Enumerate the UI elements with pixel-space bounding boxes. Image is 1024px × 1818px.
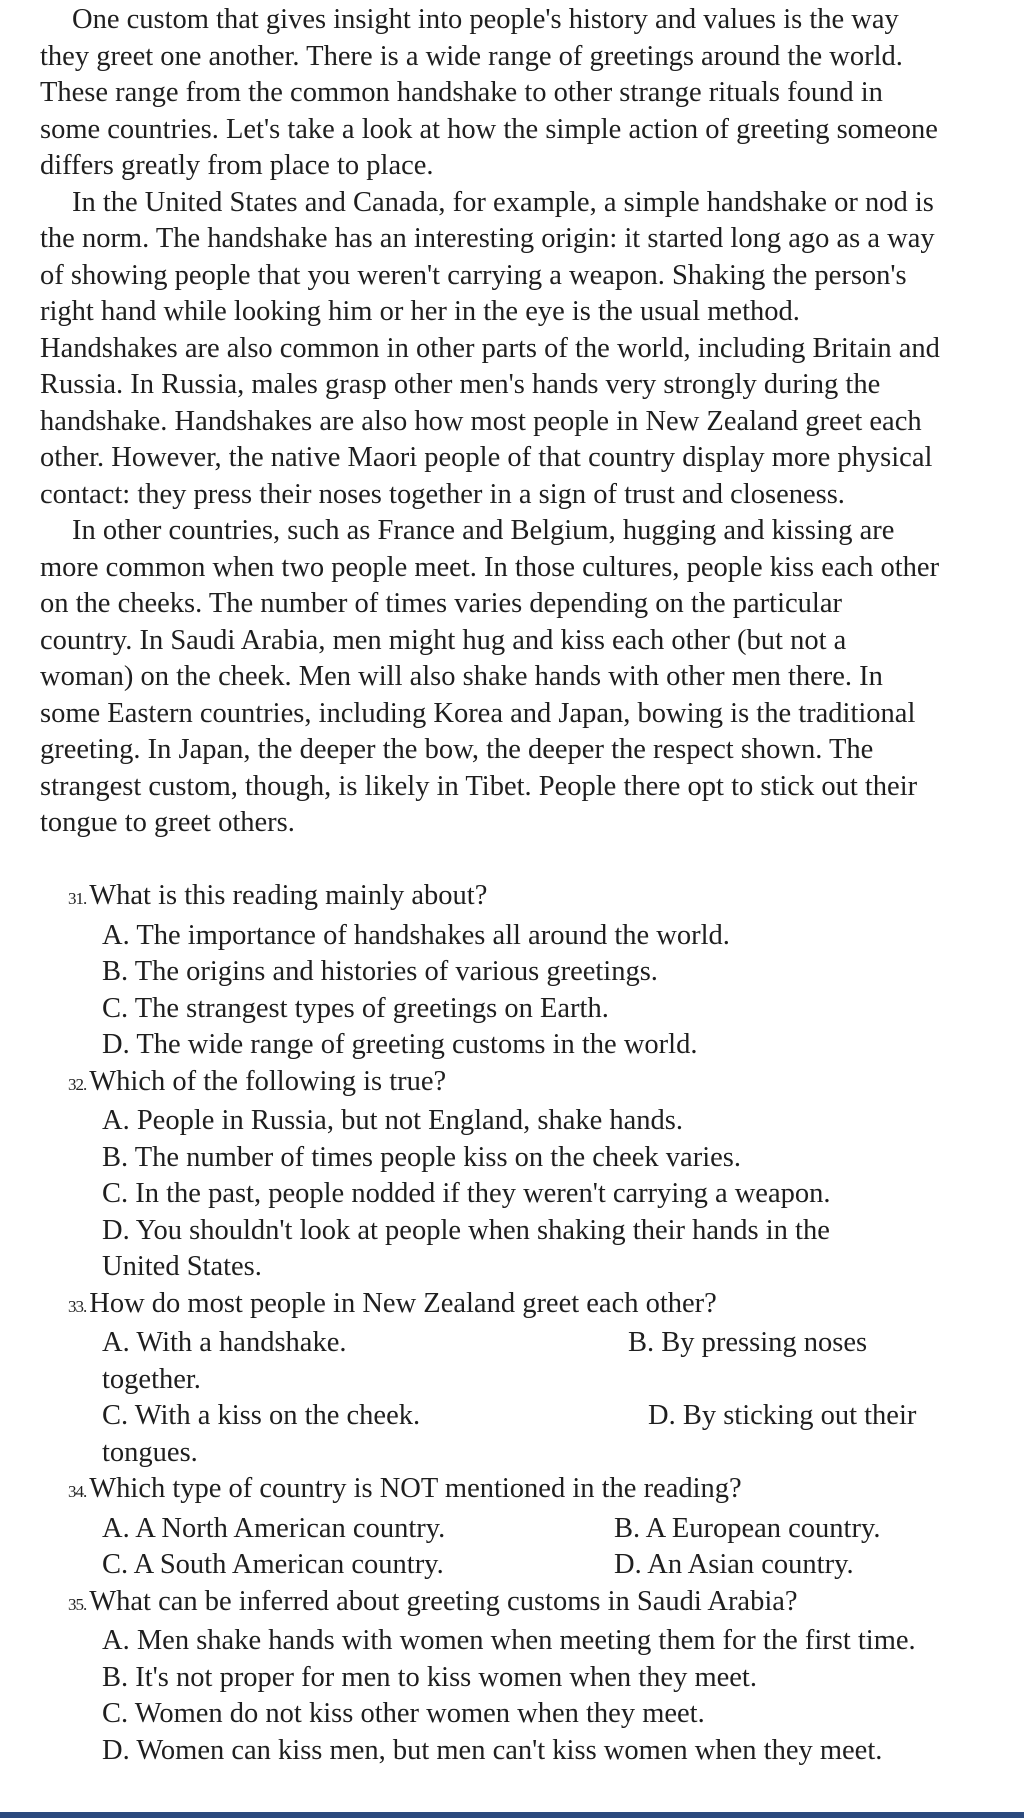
option-row: [102, 1547, 968, 1584]
question-list: [68, 878, 968, 1769]
option-d[interactable]: D. By sticking out their: [648, 1400, 917, 1431]
answer-options: [68, 1325, 968, 1471]
reading-passage: [40, 2, 940, 842]
option-a[interactable]: A. With a handshake.: [102, 1327, 347, 1358]
option-row: [102, 1511, 968, 1548]
option-b[interactable]: B. It's not proper for men to kiss women when they meet.: [102, 1661, 757, 1693]
option-b[interactable]: B. The origins and histories of various greetings.: [102, 956, 658, 987]
question-number: 32.: [68, 1074, 87, 1094]
question-33: [68, 1286, 968, 1472]
option-d-continued: tongues.: [102, 1436, 198, 1468]
option-a[interactable]: A. A North American country.: [102, 1512, 446, 1544]
option-c[interactable]: C. A South American country.: [102, 1549, 444, 1580]
option-c[interactable]: C. With a kiss on the cheek.: [102, 1400, 421, 1431]
option-b[interactable]: B. By pressing noses: [628, 1327, 868, 1358]
question-34: [68, 1471, 968, 1584]
option-a[interactable]: A. People in Russia, but not England, shake hands.: [102, 1105, 684, 1136]
option-b-continued: together.: [102, 1363, 201, 1395]
question-stem: [68, 1286, 968, 1326]
answer-options: [68, 1623, 968, 1769]
question-stem: [68, 1584, 968, 1624]
option-b[interactable]: B. A European country.: [614, 1512, 881, 1544]
question-stem: [68, 878, 968, 918]
option-row: [102, 1325, 968, 1362]
passage-paragraph-1: One custom that gives insight into people's history and values is the way they greet one another. There is a wide range of greetings around the world. These range from the common handshake to other strange rituals found in some countries. Let's take a look at how the simple action of greeting someone differs greatly from place to place.: [40, 4, 938, 181]
question-number: 31.: [68, 889, 87, 908]
answer-options: [68, 1103, 968, 1286]
option-d[interactable]: D. The wide range of greeting customs in the world.: [102, 1029, 698, 1060]
passage-paragraph-2: In the United States and Canada, for example, a simple handshake or nod is the norm. The handshake has an interesting origin: it started long ago as a way of showing people that you weren't carrying a weapon. Shaking the person's right hand while looking him or her in the eye is the usual method. Handshakes are also common in other parts of the world, including Britain and Russia. In Russia, males grasp other men's hands very strongly during the handshake. Handshakes are also how most people in New Zealand greet each other. However, the native Maori people of that country display more physical contact: they press their noses together in a sign of trust and closeness.: [40, 186, 940, 510]
option-row: [102, 1398, 968, 1435]
option-d[interactable]: D. Women can kiss men, but men can't kiss women when they meet.: [102, 1734, 883, 1766]
question-number: 35.: [68, 1594, 87, 1614]
question-35: [68, 1584, 968, 1770]
question-number: 34.: [68, 1482, 87, 1501]
question-stem: [68, 1471, 968, 1511]
option-d[interactable]: D. You shouldn't look at people when shaking their hands in the United States.: [102, 1214, 830, 1282]
question-32: [68, 1064, 968, 1286]
question-number: 33.: [68, 1296, 87, 1316]
option-d[interactable]: D. An Asian country.: [614, 1549, 854, 1580]
passage-paragraph-3: In other countries, such as France and Belgium, hugging and kissing are more common when two people meet. In those cultures, people kiss each other on the cheeks. The number of times varies depending on the particular country. In Saudi Arabia, men might hug and kiss each other (but not a woman) on the cheek. Men will also shake hands with other men there. In some Eastern countries, including Korea and Japan, bowing is the traditional greeting. In Japan, the deeper the bow, the deeper the respect shown. The strangest custom, though, is likely in Tibet. People there opt to stick out their tongue to greet others.: [40, 515, 940, 838]
option-a[interactable]: A. Men shake hands with women when meeting them for the first time.: [102, 1625, 916, 1656]
bottom-divider: [0, 1812, 1024, 1818]
question-text: Which of the following is true?: [89, 1065, 447, 1097]
answer-options: [68, 1511, 968, 1584]
option-c[interactable]: C. Women do not kiss other women when they meet.: [102, 1698, 705, 1729]
option-a[interactable]: A. The importance of handshakes all around the world.: [102, 919, 730, 951]
question-31: [68, 878, 968, 1064]
question-stem: [68, 1064, 968, 1104]
option-b[interactable]: B. The number of times people kiss on the cheek varies.: [102, 1141, 741, 1173]
question-text: What can be inferred about greeting customs in Saudi Arabia?: [89, 1585, 798, 1617]
question-text: How do most people in New Zealand greet each other?: [89, 1287, 717, 1319]
answer-options: [68, 918, 968, 1064]
question-text: Which type of country is NOT mentioned in the reading?: [89, 1473, 742, 1504]
option-c[interactable]: C. The strangest types of greetings on Earth.: [102, 992, 609, 1024]
question-text: What is this reading mainly about?: [89, 880, 488, 911]
option-c[interactable]: C. In the past, people nodded if they weren't carrying a weapon.: [102, 1178, 831, 1209]
